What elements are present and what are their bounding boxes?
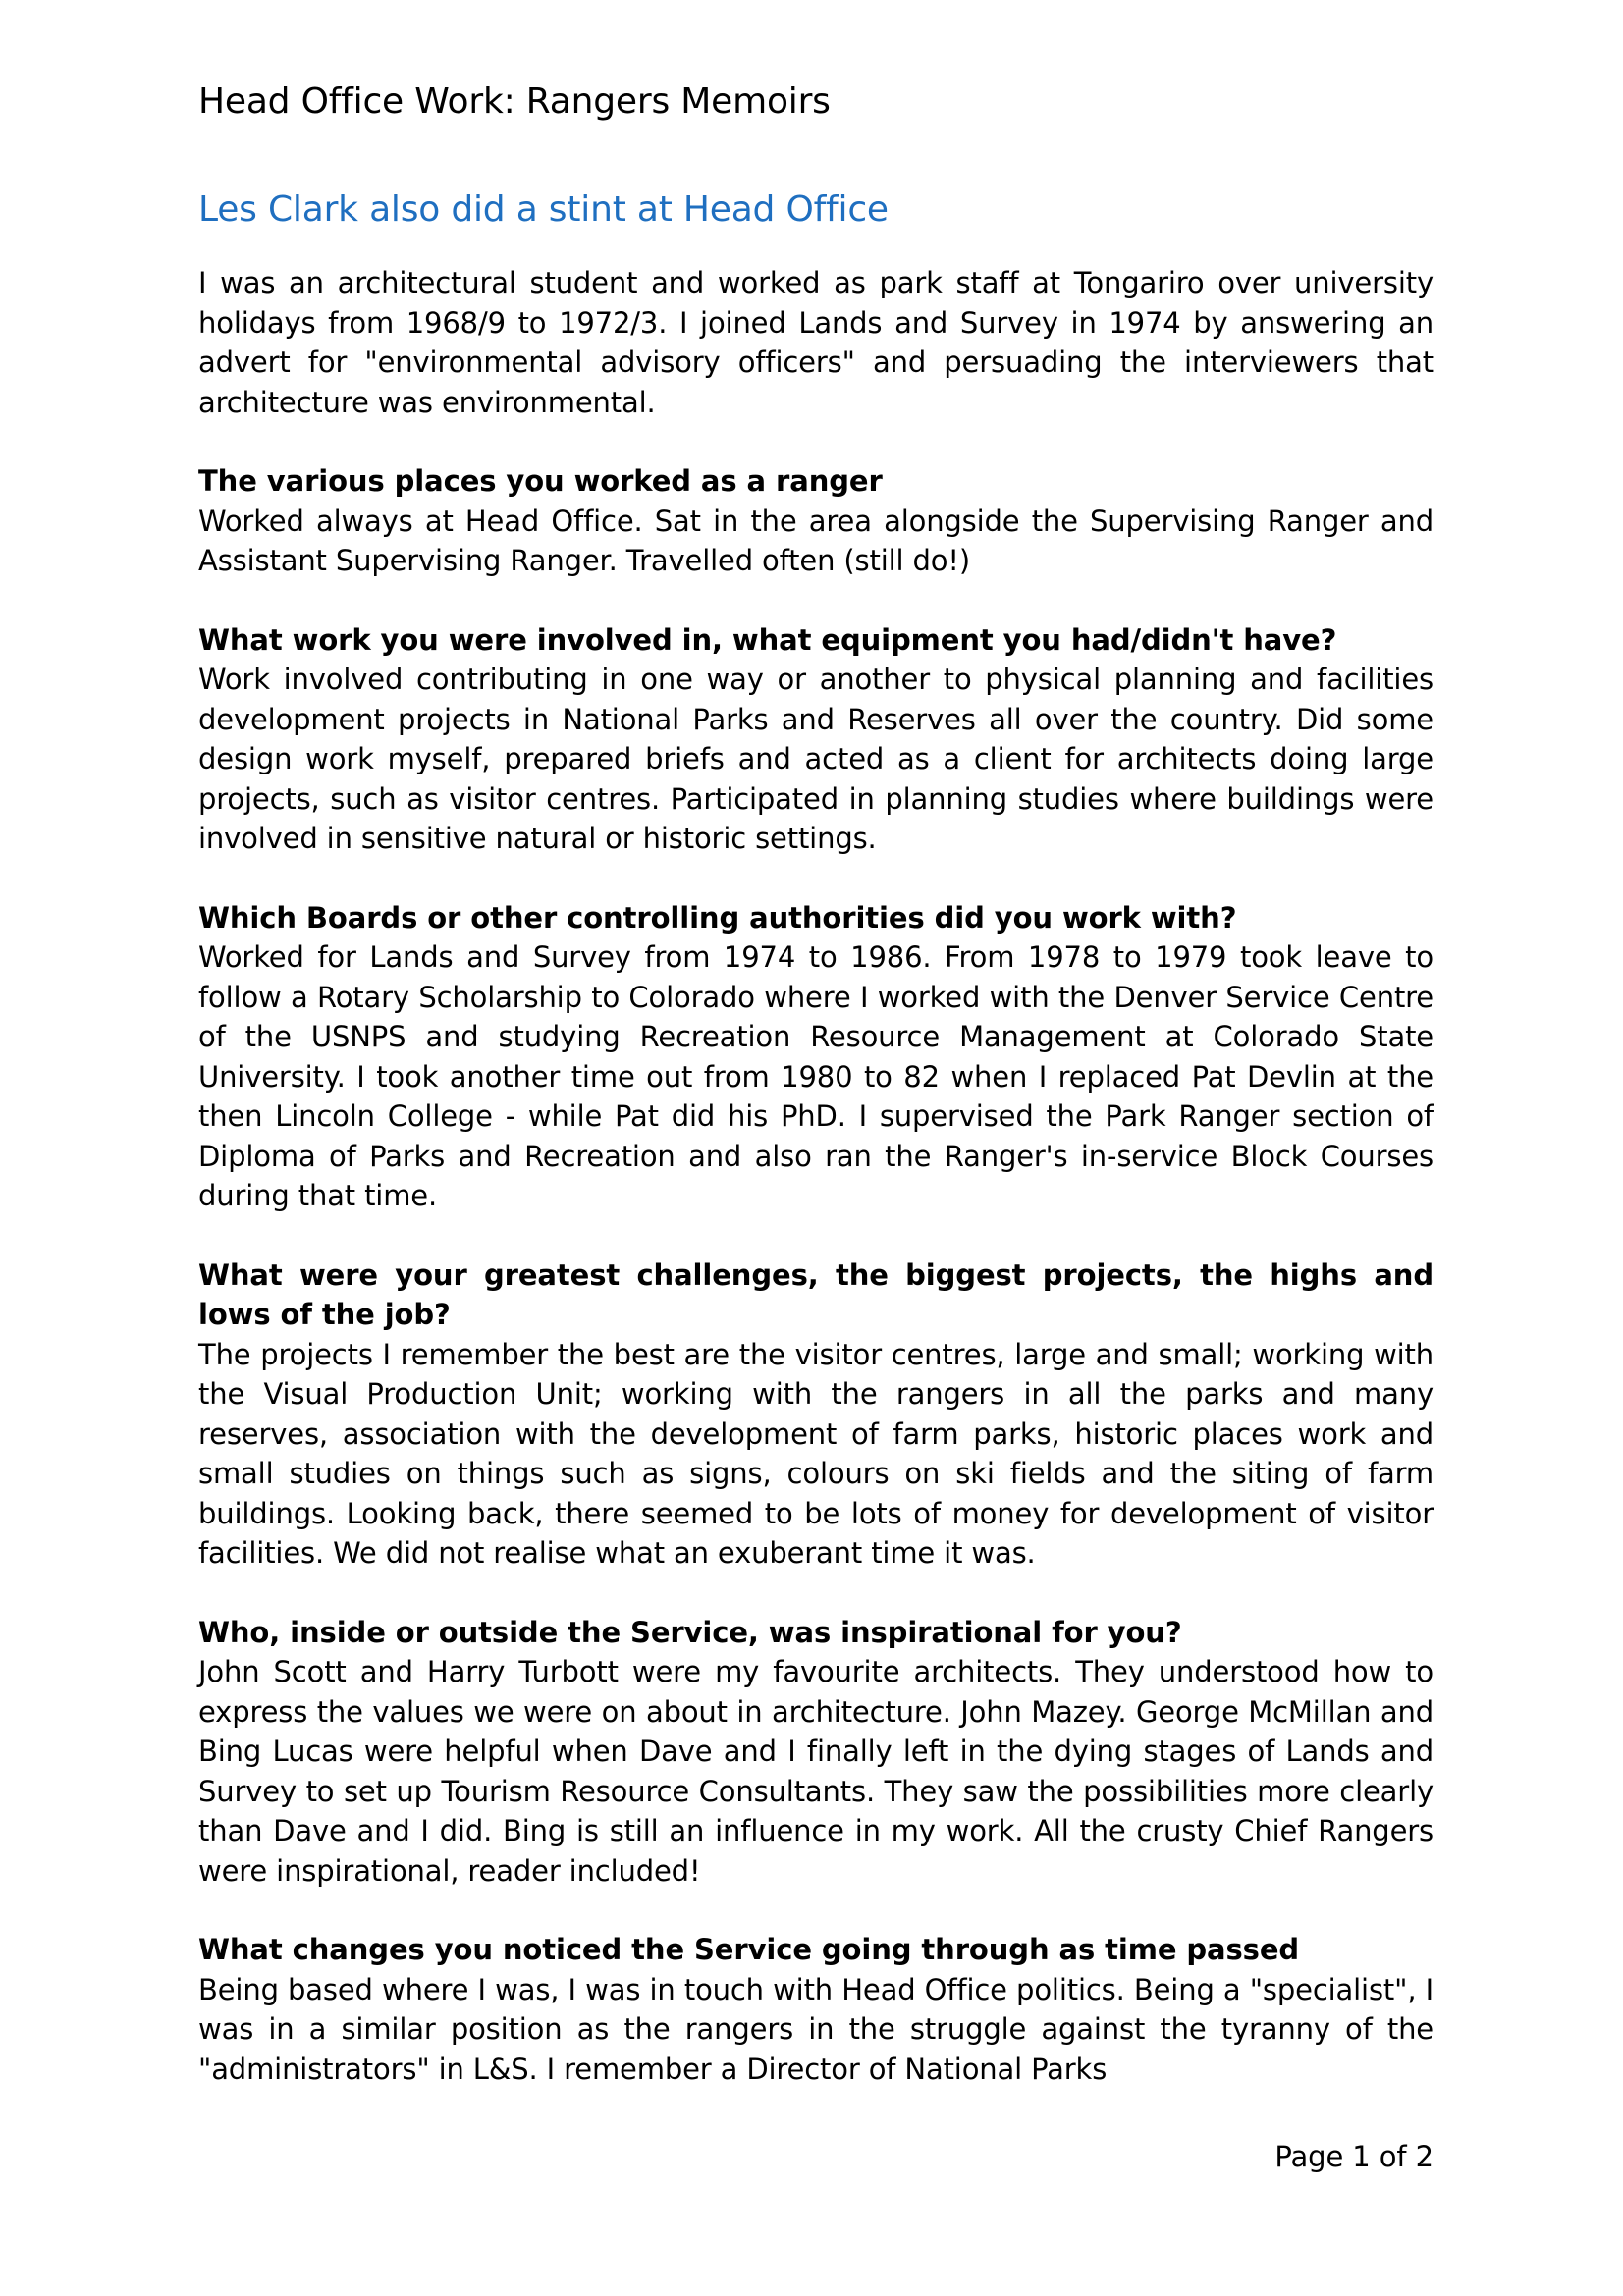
section-heading: What work you were involved in, what equipment you had/didn't have?	[198, 622, 1337, 657]
section-challenges	[198, 1255, 1434, 1574]
section-heading: Which Boards or other controlling authorities did you work with?	[198, 900, 1237, 934]
intro-paragraph: I was an architectural student and worked as park staff at Tongariro over university holidays from 1968/9 to 1972/3. I joined Lands and Survey in 1974 by answering an advert for "environmental advisory officers" and persuading the interviewers that architecture was environmental.	[198, 266, 1434, 419]
page-number: Page 1 of 2	[1274, 2140, 1434, 2173]
intro-block	[198, 263, 1434, 422]
section-inspirational	[198, 1613, 1434, 1892]
section-body: Worked always at Head Office. Sat in the area alongside the Supervising Ranger and Assistant Supervising Ranger. Travelled often (still do!)	[198, 504, 1434, 577]
section-changes	[198, 1930, 1434, 2089]
section-body: Worked for Lands and Survey from 1974 to 1986. From 1978 to 1979 took leave to follow a Rotary Scholarship to Colorado where I worked with the Denver Service Centre of the USNPS and studying Recreation Resource Management at Colorado State University. I took another time out from 1980 to 82 when I replaced Pat Devlin at the then Lincoln College - while Pat did his PhD. I supervised the Park Ranger section of Diploma of Parks and Recreation and also ran the Ranger's in-service Block Courses during that time.	[198, 940, 1434, 1212]
section-heading: Who, inside or outside the Service, was inspirational for you?	[198, 1615, 1182, 1649]
section-heading: What changes you noticed the Service going through as time passed	[198, 1933, 1300, 1966]
document-page	[198, 77, 1434, 2275]
section-body: The projects I remember the best are the visitor centres, large and small; working with the Visual Production Unit; working with the rangers in all the parks and many reserves, association with the development of farm parks, historic places work and small studies on things such as signs, colours on ski fields and the siting of farm buildings. Looking back, there seemed to be lots of money for development of visitor facilities. We did not realise what an exuberant time it was.	[198, 1337, 1434, 1570]
section-body: John Scott and Harry Turbott were my favourite architects. They understood how to express the values we were on about in architecture. John Mazey. George McMillan and Bing Lucas were helpful when Dave and I finally left in the dying stages of Lands and Survey to set up Tourism Resource Consultants. They saw the possibilities more clearly than Dave and I did. Bing is still an influence in my work. All the crusty Chief Rangers were inspirational, reader included!	[198, 1655, 1434, 1888]
section-body: Being based where I was, I was in touch with Head Office politics. Being a "specialist", I was in a similar position as the rangers in the struggle against the tyranny of the "administrators" in L&S. I remember a Director of National Parks	[198, 1972, 1434, 2086]
section-boards-authorities	[198, 898, 1434, 1216]
section-heading: What were your greatest challenges, the biggest projects, the highs and lows of the job?	[198, 1257, 1434, 1331]
section-heading: The various places you worked as a ranger	[198, 464, 883, 498]
article-title: Les Clark also did a stint at Head Office	[198, 189, 889, 230]
running-header: Head Office Work: Rangers Memoirs	[198, 81, 831, 122]
section-body: Work involved contributing in one way or another to physical planning and facilities development projects in National Parks and Reserves all over the country. Did some design work myself, prepared briefs and acted as a client for architects doing large projects, such as visitor centres. Participated in planning studies where buildings were involved in sensitive natural or historic settings.	[198, 663, 1434, 855]
section-work-equipment	[198, 620, 1434, 859]
section-places-worked	[198, 461, 1434, 581]
